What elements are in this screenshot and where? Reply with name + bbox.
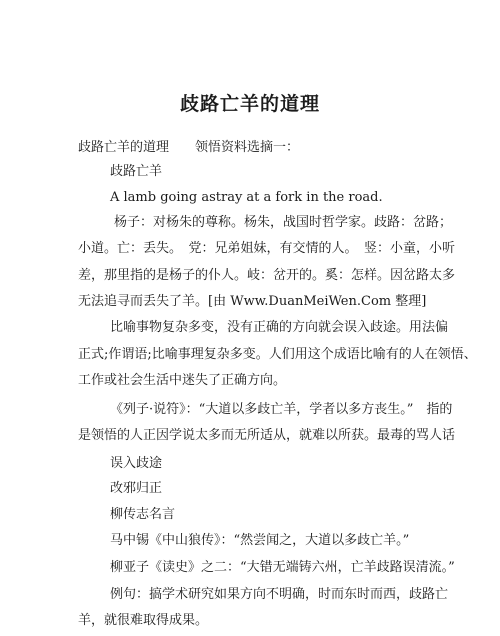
text-line-8: 比喻事物复杂多变，没有正确的方向就会误入歧途。用法偏 [110, 320, 449, 335]
text-line-9: 正式;作谓语;比喻事理复杂多变。人们用这个成语比喻有的人在领悟、 [78, 347, 477, 362]
text-line-17: 柳亚子《读史》之二：“大错无端铸六州，亡羊歧路误清流。” [110, 560, 455, 575]
text-line-12: 是领悟的人正因学说太多而无所适从，就难以所获。最毒的骂人话 [78, 428, 456, 443]
text-line-18: 例句：搞学术研究如果方向不明确，时而东时而西，歧路亡 [110, 587, 449, 602]
text-line-19: 羊，就很难取得成果。 [78, 613, 209, 628]
text-line-1: 歧路亡羊的道理 领悟资料选摘一： [78, 140, 300, 155]
text-line-11: 《列子·说符》：“大道以多歧亡羊，学者以多方丧生。” 指的 [110, 402, 453, 417]
text-line-7: 无法追寻而丢失了羊。[由 Www.DuanMeiWen.Com 整理] [78, 294, 427, 309]
text-line-2: 歧路亡羊 [110, 164, 163, 179]
text-line-4: 杨子：对杨朱的尊称。杨朱，战国时哲学家。歧路：岔路； [114, 215, 453, 230]
text-line-13: 误入歧途 [110, 456, 163, 471]
document-title: 歧路亡羊的道理 [179, 93, 320, 115]
text-line-15: 柳传志名言 [110, 507, 176, 522]
text-line-5: 小道。亡：丢失。 党：兄弟姐妹，有交情的人。 竖：小童，小听 [78, 241, 456, 256]
text-line-16: 马中锡《中山狼传》：“然尝闻之，大道以多歧亡羊。” [110, 533, 410, 548]
text-line-10: 工作或社会生活中迷失了正确方向。 [78, 373, 287, 388]
text-line-14: 改邪归正 [110, 481, 163, 496]
text-line-3: A lamb going astray at a fork in the road. [110, 190, 383, 205]
text-line-6: 差，那里指的是杨子的仆人。岐：岔开的。奚：怎样。因岔路太多 [78, 268, 456, 283]
